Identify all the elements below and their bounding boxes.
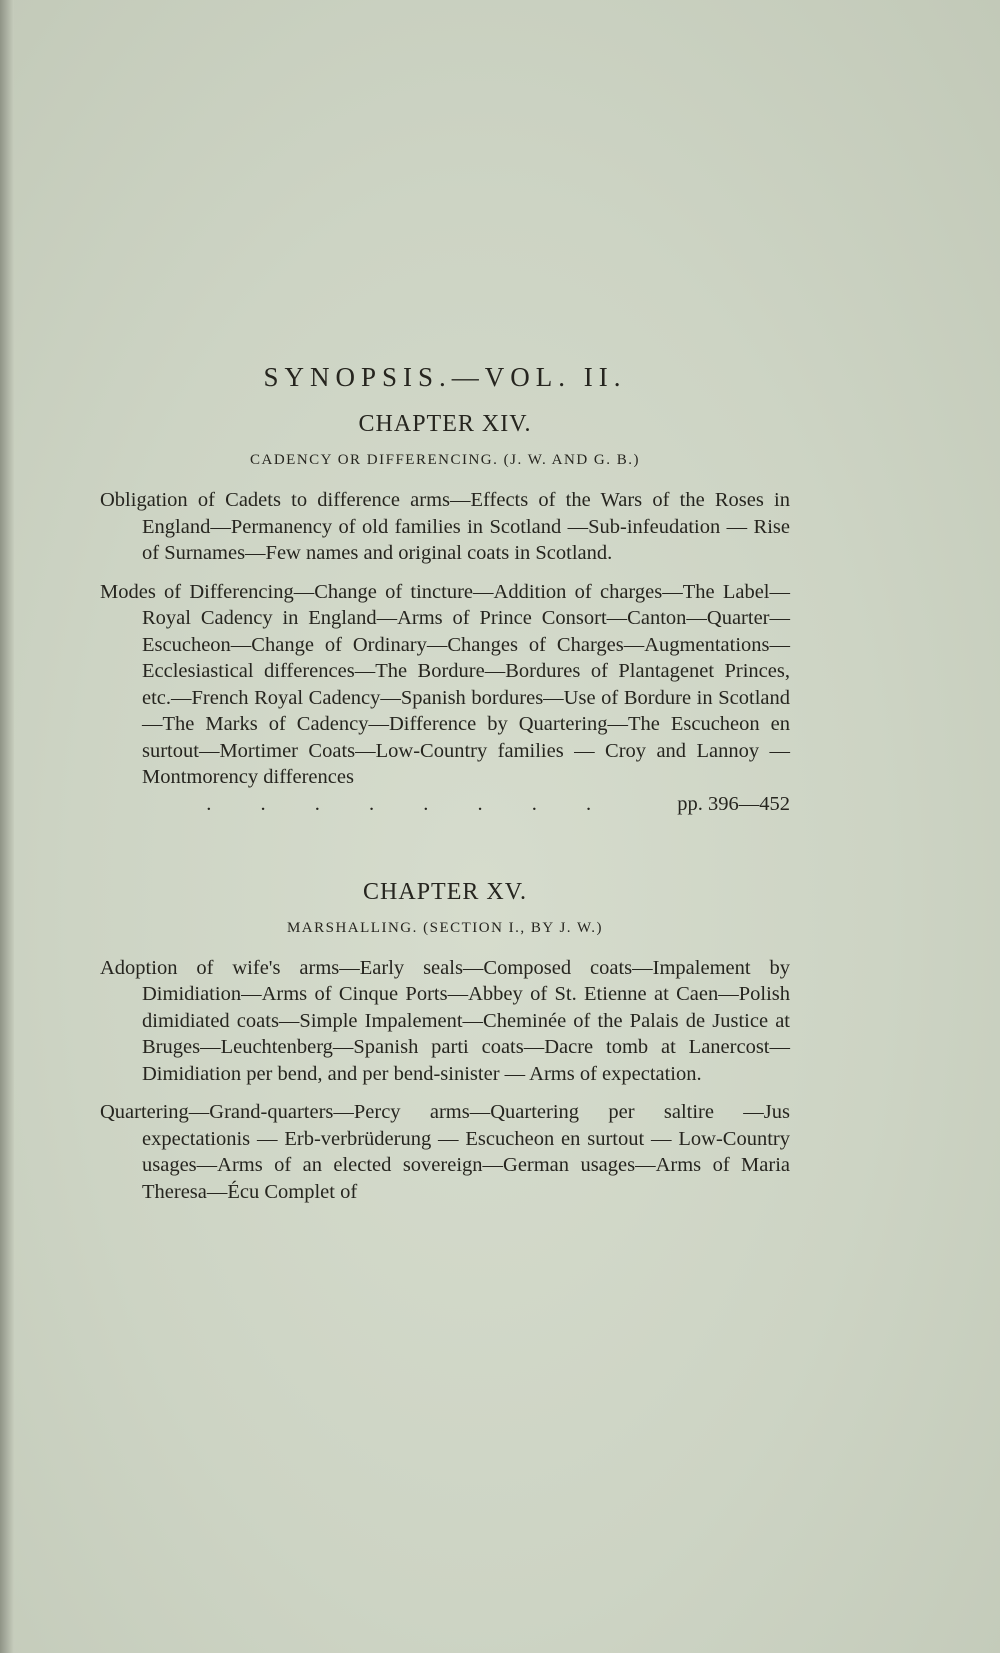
synopsis-paragraph: Adoption of wife's arms—Early seals—Composed coats—Impalement by Dimidiation—Arms of Cinque Ports—Abbey of St. Etienne at Caen—Polish dimidiated coats—Simple Impalement—Cheminée of the Palais de Justice at Bruges—Leuchtenberg—Spanish parti coats—Dacre tomb at Lanercost—Dimidiation per bend, and per bend-sinister — Arms of expectation. — [100, 956, 790, 1085]
synopsis-content — [100, 362, 790, 1217]
chapter-subtitle: CADENCY OR DIFFERENCING. (J. W. AND G. B.) — [250, 452, 640, 468]
chapter-subtitle: MARSHALLING. (SECTION I., BY J. W.) — [286, 919, 604, 936]
synopsis-paragraph: Modes of Differencing—Change of tincture—Addition of charges—The Label—Royal Cadency in England—Arms of Prince Consort—Canton—Quarter—Escucheon—Change of Ordinary—Changes of Charges—Augmentations—Ecclesiastical differences—The Bordure—Bordures of Plantagenet Princes, etc.—French Royal Cadency—Spanish bordures—Use of Bordure in Scotland—The Marks of Cadency—Difference by Quartering—The Escucheon en surtout—Mortimer Coats—Low-Country families — Croy and Lannoy — Montmorency differences — [100, 580, 790, 788]
synopsis-paragraph: Quartering—Grand-quarters—Percy arms—Quartering per saltire —Jus expectationis — Erb-verbrüderung — Escucheon en surtout — Low-Country usages—Arms of an elected sovereign—German usages—Arms of Maria Theresa—Écu Complet of — [100, 1101, 790, 1203]
page-range: pp. 396—452 — [677, 792, 790, 815]
page-reference — [100, 791, 790, 817]
leader-dots: . . . . . . . . — [206, 792, 614, 815]
chapter-heading: CHAPTER XV. — [363, 878, 527, 905]
page-title: SYNOPSIS.—VOL. II. — [263, 362, 627, 392]
synopsis-paragraph: Obligation of Cadets to difference arms—Effects of the Wars of the Roses in England—Permanency of old families in Scotland —Sub-infeudation — Rise of Surnames—Few names and original coats in Scotland. — [100, 489, 790, 564]
chapter-heading: CHAPTER XIV. — [358, 411, 532, 437]
